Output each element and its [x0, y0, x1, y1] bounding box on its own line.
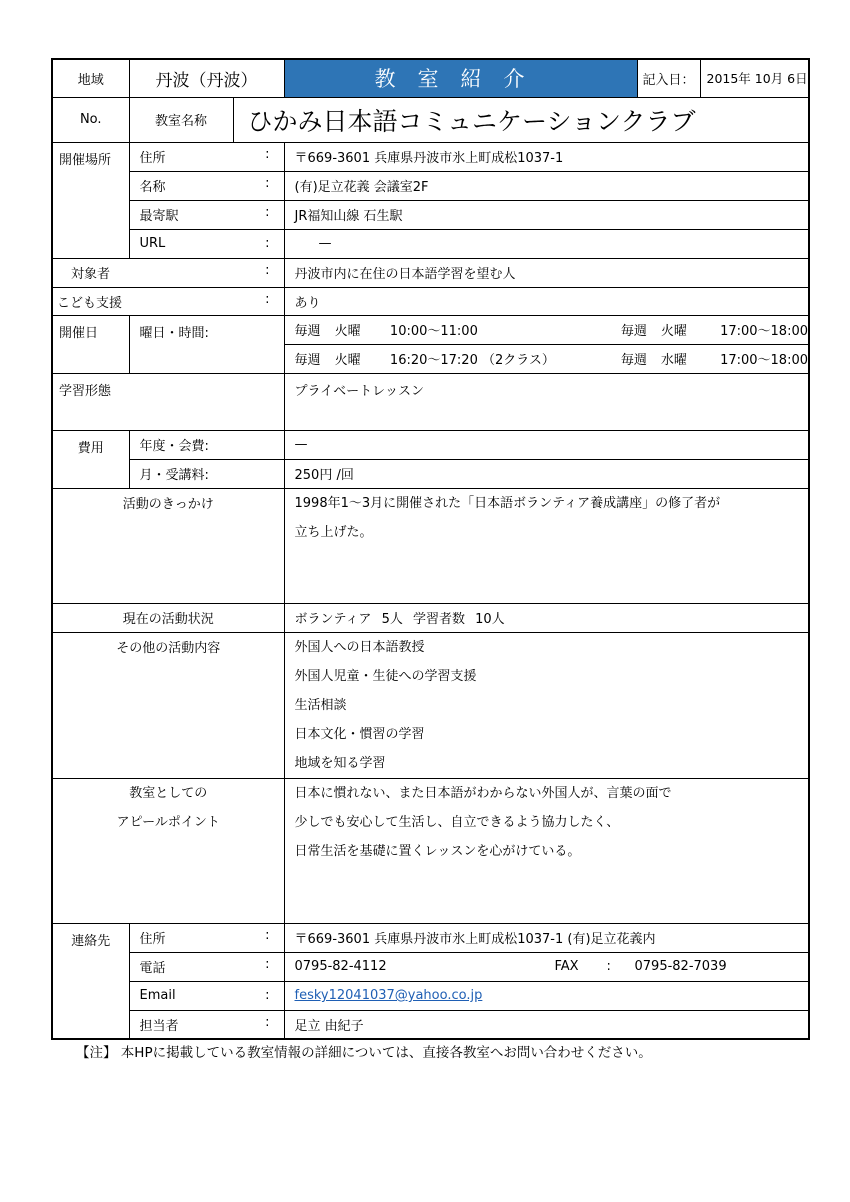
- venue-url-value: —: [284, 229, 809, 258]
- colon: :: [265, 291, 270, 307]
- contact-email-label: Email: [139, 988, 176, 1003]
- child-support-row: [52, 287, 284, 315]
- schedule-row: [284, 344, 809, 373]
- venue-url-label: URL: [139, 236, 166, 251]
- form-table: [51, 58, 810, 1040]
- origin-line: 1998年1～3月に開催された「日本語ボランティア養成講座」の修了者が: [294, 495, 721, 511]
- date-value: 2015年 10月 6日: [700, 59, 809, 97]
- contact-phone-fax: [284, 952, 809, 981]
- fee-section-label: 費用: [52, 430, 129, 488]
- schedule-day: 火曜: [334, 353, 361, 368]
- venue-row: [129, 200, 284, 229]
- fee-year-value: —: [284, 430, 809, 459]
- colon: :: [265, 988, 270, 1003]
- contact-email-cell: [284, 981, 809, 1010]
- schedule-freq: 毎週: [294, 324, 321, 339]
- contact-address-label: 住所: [139, 932, 166, 947]
- origin-line: 立ち上げた。: [294, 524, 373, 540]
- fee-month-value: 250円 /回: [284, 459, 809, 488]
- style-label: 学習形態: [52, 373, 284, 430]
- target-row: [52, 258, 284, 287]
- schedule-freq: 毎週: [620, 324, 647, 339]
- no-label: No.: [52, 97, 129, 142]
- venue-address-label: 住所: [139, 151, 166, 166]
- colon: :: [606, 959, 611, 974]
- other-activities-label: その他の活動内容: [52, 632, 284, 778]
- list-item: 日本文化・慣習の学習: [294, 726, 425, 742]
- venue-row: [129, 171, 284, 200]
- other-activities-list: [284, 632, 809, 778]
- venue-row: [129, 142, 284, 171]
- appeal-label: [52, 778, 284, 923]
- origin-label: 活動のきっかけ: [52, 488, 284, 603]
- venue-row: [129, 229, 284, 258]
- list-item: 地域を知る学習: [294, 755, 386, 771]
- child-support-value: あり: [284, 287, 809, 315]
- footer-note: 【注】 本HPに掲載している教室情報の詳細については、直接各教室へお問い合わせください。: [76, 1045, 652, 1061]
- target-value: 丹波市内に在住の日本語学習を望む人: [284, 258, 809, 287]
- venue-address-value: 〒669-3601 兵庫県丹波市氷上町成松1037-1: [284, 142, 809, 171]
- region-value: 丹波（丹波）: [129, 59, 284, 97]
- classroom-form: [51, 58, 808, 1040]
- schedule-section-label: 開催日: [52, 315, 129, 373]
- region-label: 地域: [52, 59, 129, 97]
- classroom-name-label: 教室名称: [129, 97, 233, 142]
- list-item: 生活相談: [294, 697, 347, 713]
- origin-text: [284, 488, 809, 603]
- schedule-row: [284, 315, 809, 344]
- venue-name-value: (有)足立花義 会議室2F: [284, 171, 809, 200]
- venue-station-label: 最寄駅: [139, 209, 179, 224]
- colon: :: [265, 147, 270, 162]
- contact-person-label: 担当者: [139, 1018, 179, 1034]
- contact-person-value: 足立 由紀子: [284, 1010, 809, 1039]
- page-title: 教室紹介: [284, 59, 637, 97]
- contact-row: [129, 981, 284, 1010]
- list-item: 外国人児童・生徒への学習支援: [294, 668, 477, 684]
- schedule-time: 16:20～17:20 （2クラス）: [389, 353, 555, 368]
- colon: :: [265, 957, 270, 972]
- contact-phone-label: 電話: [139, 961, 166, 976]
- colon: :: [265, 205, 270, 220]
- appeal-label-line: 教室としての: [129, 785, 208, 801]
- contact-phone-value: 0795-82-4112: [294, 959, 387, 974]
- appeal-text: [284, 778, 809, 923]
- schedule-day: 火曜: [334, 324, 361, 339]
- style-value: プライベートレッスン: [284, 373, 809, 430]
- schedule-sub-label: 曜日・時間:: [129, 315, 284, 373]
- colon: :: [265, 263, 270, 278]
- classroom-name: ひかみ日本語コミュニケーションクラブ: [233, 97, 809, 142]
- list-item: 外国人への日本語教授: [294, 639, 425, 655]
- schedule-time: 10:00～11:00: [389, 324, 478, 339]
- status-value: ボランティア 5人 学習者数 10人: [284, 603, 809, 632]
- date-label: 記入日：: [637, 59, 700, 97]
- contact-row: [129, 952, 284, 981]
- contact-address-value: 〒669-3601 兵庫県丹波市氷上町成松1037-1 (有)足立花義内: [284, 923, 809, 952]
- schedule-day: 水曜: [660, 353, 687, 368]
- colon: :: [265, 928, 270, 943]
- appeal-line: 日常生活を基礎に置くレッスンを心がけている。: [294, 843, 581, 859]
- status-label: 現在の活動状況: [52, 603, 284, 632]
- contact-section-label: 連絡先: [52, 923, 129, 1039]
- appeal-line: 日本に慣れない、また日本語がわからない外国人が、言葉の面で: [294, 785, 672, 801]
- fee-month-label: 月・受講料:: [129, 459, 284, 488]
- colon: :: [265, 1014, 270, 1030]
- contact-row: [129, 1010, 284, 1039]
- schedule-time: 17:00～18:00: [720, 324, 808, 339]
- schedule-time: 17:00～18:00: [720, 353, 808, 368]
- appeal-line: 少しでも安心して生活し、自立できるよう協力したく、: [294, 814, 620, 830]
- appeal-label-line: アピールポイント: [116, 814, 220, 830]
- contact-fax-label: FAX: [554, 959, 579, 974]
- contact-fax-value: 0795-82-7039: [634, 959, 727, 974]
- contact-email-link[interactable]: fesky12041037@yahoo.co.jp: [294, 988, 483, 1003]
- contact-row: [129, 923, 284, 952]
- fee-year-label: 年度・会費:: [129, 430, 284, 459]
- venue-station-value: JR福知山線 石生駅: [284, 200, 809, 229]
- schedule-freq: 毎週: [294, 353, 321, 368]
- target-label: 対象者: [71, 267, 111, 282]
- colon: :: [265, 236, 270, 251]
- venue-section-label: 開催場所: [52, 142, 129, 258]
- venue-name-label: 名称: [139, 180, 166, 195]
- schedule-freq: 毎週: [620, 353, 647, 368]
- colon: :: [265, 176, 270, 191]
- schedule-day: 火曜: [660, 324, 687, 339]
- child-support-label: こども支援: [57, 295, 123, 311]
